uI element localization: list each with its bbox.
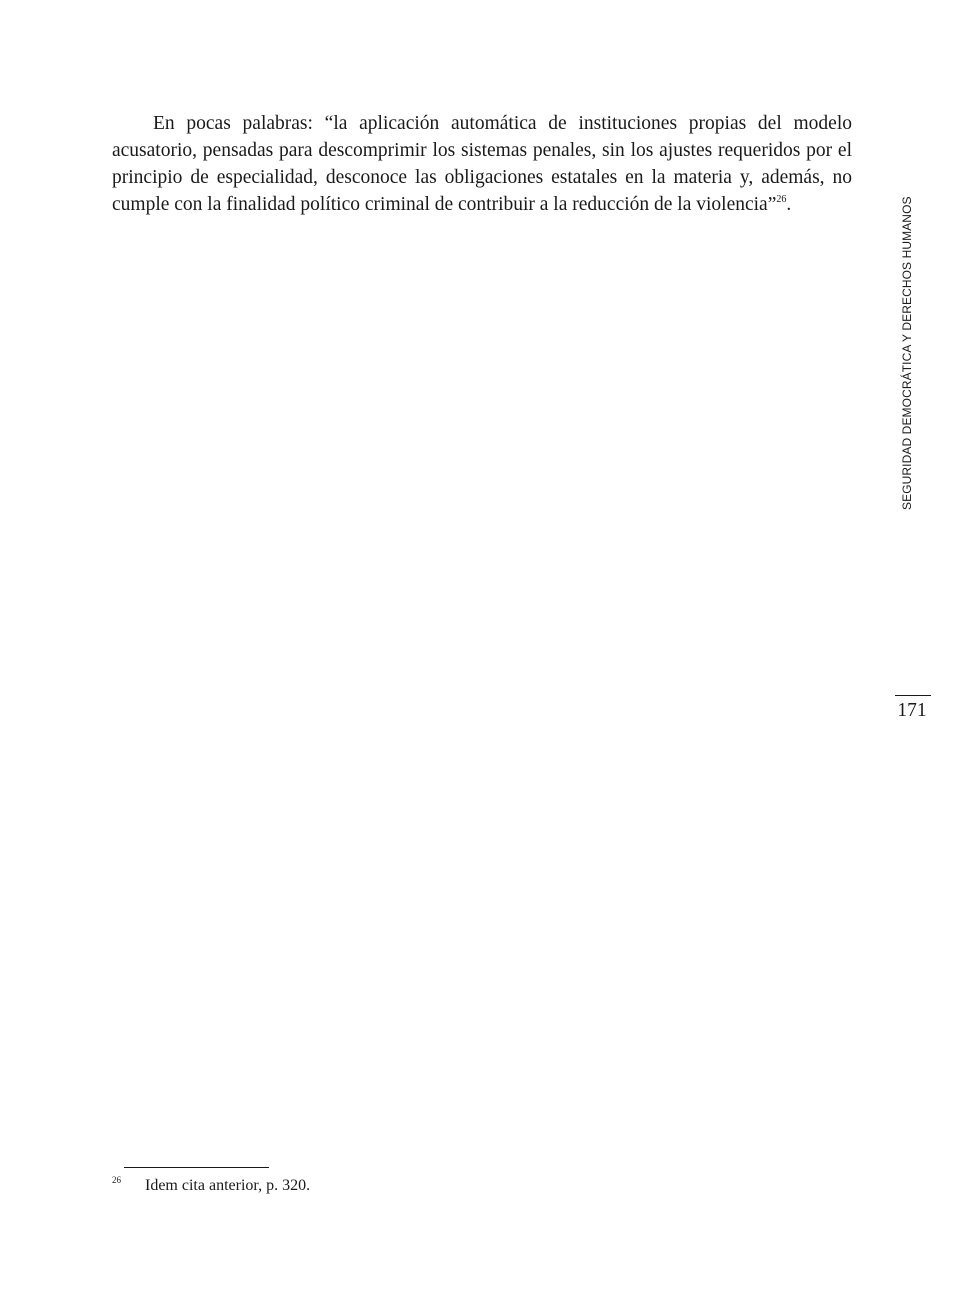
page-number-rule: [895, 695, 931, 696]
footnote-text: Idem cita anterior, p. 320.: [145, 1177, 311, 1194]
body-paragraph: [112, 110, 852, 218]
paragraph-end-punctuation: .: [786, 194, 792, 215]
footnote: 26 Idem cita anterior, p. 320.: [112, 1175, 311, 1194]
paragraph-text: En pocas palabras: “la aplicación automática de instituciones propias del modelo acusatorio, pensadas para descomprimir los sistemas penales, sin los ajustes requeridos por el principio de especialidad, desconoce las obligaciones estatales en la materia y, además, no cumple con la finalidad político criminal de contribuir a la reducción de la violencia”: [112, 113, 852, 215]
footnote-reference[interactable]: 26: [776, 194, 787, 205]
running-side-title: SEGURIDAD DEMOCRÁTICA Y DERECHOS HUMANOS: [900, 196, 914, 510]
footnote-separator: [124, 1167, 269, 1168]
page-number: 171: [897, 700, 927, 721]
